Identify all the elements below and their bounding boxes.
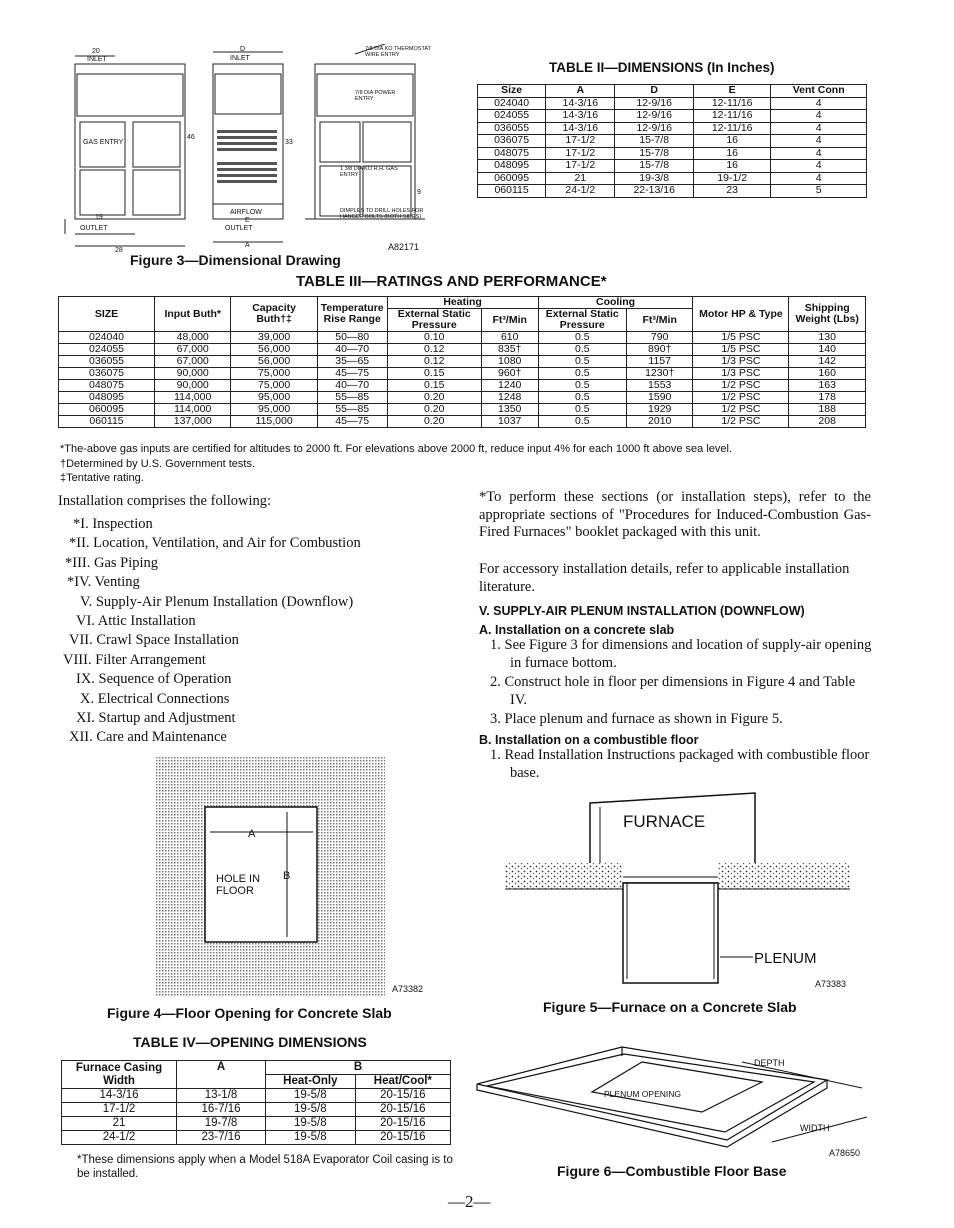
table-cell: 048075 (59, 380, 155, 392)
list-item: V. Supply-Air Plenum Installation (Downflow) (80, 593, 354, 610)
table-cell: 19-5/8 (266, 1117, 356, 1131)
table4-title: TABLE IV—OPENING DIMENSIONS (133, 1034, 367, 1050)
table-cell: 16 (693, 147, 770, 160)
table2 (477, 84, 867, 198)
list-item: 1. See Figure 3 for dimensions and location of supply-air opening in furnace bottom. (490, 637, 872, 671)
table-cell: 22-13/16 (615, 185, 694, 198)
table-cell: 024055 (478, 110, 546, 123)
table-cell: 16 (693, 135, 770, 148)
table-cell: 790 (626, 332, 693, 344)
table-cell: 20-15/16 (355, 1103, 450, 1117)
table-cell: 1080 (481, 356, 538, 368)
fig3-outlet-mid: OUTLET (225, 225, 253, 232)
fig5-furnace-label: FURNACE (623, 812, 706, 831)
table3-h-input: Input Buth* (155, 297, 231, 332)
fig5-plenum-label: PLENUM (754, 950, 817, 967)
table-cell: 55—85 (317, 404, 387, 416)
table-row (59, 416, 866, 428)
table-cell: 0.15 (387, 380, 481, 392)
figure3-drawing (55, 44, 445, 254)
fig3-gas-entry: GAS ENTRY (83, 139, 124, 146)
table-row (478, 160, 867, 173)
list-item: *III. Gas Piping (65, 554, 159, 571)
list-item: XI. Startup and Adjustment (76, 710, 236, 727)
table-cell: 114,000 (155, 404, 231, 416)
table-cell: 16 (693, 160, 770, 173)
list-item: VI. Attic Installation (76, 613, 196, 630)
table-cell: 12-9/16 (615, 110, 694, 123)
table-cell: 036055 (59, 356, 155, 368)
table-cell: 40—70 (317, 380, 387, 392)
fig3-inlet-mid: INLET (230, 55, 250, 62)
table-cell: 1/5 PSC (693, 344, 789, 356)
table-cell: 114,000 (155, 392, 231, 404)
table-cell: 0.20 (387, 404, 481, 416)
table-cell: 23-7/16 (177, 1131, 266, 1145)
list-item: *II. Location, Ventilation, and Air for Combustion (69, 535, 361, 552)
table-cell: 1929 (626, 404, 693, 416)
table-cell: 137,000 (155, 416, 231, 428)
fig4-hole-label: HOLE IN FLOOR (216, 873, 261, 897)
table2-header: Size (478, 85, 546, 98)
table-cell: 75,000 (231, 380, 317, 392)
table-cell: 95,000 (231, 404, 317, 416)
fig6-width: WIDTH (800, 1123, 830, 1133)
table-cell: 2010 (626, 416, 693, 428)
table-cell: 060095 (478, 172, 546, 185)
fig3-caption: Figure 3—Dimensional Drawing (130, 252, 341, 268)
list-item: 1. Read Installation Instructions packaged with combustible floor base. (490, 747, 870, 781)
table-cell: 19-5/8 (266, 1131, 356, 1145)
table3-h-ext-static-cool: External Static Pressure (538, 309, 626, 332)
table-row (59, 392, 866, 404)
table-cell: 16-7/16 (177, 1103, 266, 1117)
table-cell: 15-7/8 (615, 135, 694, 148)
table-cell: 178 (789, 392, 866, 404)
table-cell: 14-3/16 (546, 97, 615, 110)
table-row (59, 368, 866, 380)
fig3-outlet-left: OUTLET (80, 225, 108, 232)
fig5-code: A73383 (815, 979, 847, 989)
fig6-plenum-opening: PLENUM OPENING (604, 1089, 681, 1099)
table-cell: 12-11/16 (693, 110, 770, 123)
table-row (478, 135, 867, 148)
fig3-e: E (245, 217, 250, 224)
table-cell: 036055 (478, 122, 546, 135)
table-cell: 0.5 (538, 344, 626, 356)
page-number: —2— (448, 1192, 491, 1211)
list-item: *IV. Venting (67, 574, 140, 591)
fig3-dimples: DIMPLES TO DRILL HOLES FOR HANGER BOLTS (BOTH SIDES) (340, 208, 424, 220)
fig3-dim-28: 28 (115, 247, 123, 254)
table-cell: 130 (789, 332, 866, 344)
figure6-drawing (472, 1032, 892, 1152)
table-cell: 45—75 (317, 368, 387, 380)
table-cell: 060095 (59, 404, 155, 416)
table-cell: 12-11/16 (693, 97, 770, 110)
table-row (59, 332, 866, 344)
table2-header: Vent Conn (771, 85, 867, 98)
table-cell: 1/5 PSC (693, 332, 789, 344)
table-cell: 1157 (626, 356, 693, 368)
fig3-power: 7/8 DIA POWER ENTRY (355, 90, 396, 102)
table-cell: 12-9/16 (615, 97, 694, 110)
table-cell: 115,000 (231, 416, 317, 428)
table-cell: 67,000 (155, 344, 231, 356)
fig3-code: A82171 (388, 242, 420, 252)
table-cell: 1350 (481, 404, 538, 416)
section-v-heading: V. SUPPLY-AIR PLENUM INSTALLATION (DOWNFLOW) (479, 604, 805, 618)
table3-h-shipping: Shipping Weight (Lbs) (789, 297, 866, 332)
table-cell: 4 (771, 97, 867, 110)
fig3-dim-19: 19 (95, 214, 103, 221)
table-cell: 20-15/16 (355, 1131, 450, 1145)
table-cell: 1/2 PSC (693, 416, 789, 428)
right-p2: For accessory installation details, refer to applicable installation literature. (479, 561, 850, 595)
table3-h-size: SIZE (59, 297, 155, 332)
table-cell: 19-7/8 (177, 1117, 266, 1131)
table-cell: 160 (789, 368, 866, 380)
table3-note: ‡Tentative rating. (60, 472, 144, 484)
fig6-code: A78650 (829, 1148, 861, 1158)
table-cell: 0.20 (387, 392, 481, 404)
table-cell: 56,000 (231, 356, 317, 368)
table-cell: 1248 (481, 392, 538, 404)
table-cell: 24-1/2 (546, 185, 615, 198)
table-cell: 15-7/8 (615, 160, 694, 173)
table-cell: 1037 (481, 416, 538, 428)
table-cell: 1590 (626, 392, 693, 404)
right-p1: *To perform these sections (or installation steps), refer to the appropriate sections of "Procedures for Induced-Combustion Gas-Fired Furnaces" booklet packaged with this unit. (479, 489, 871, 540)
table-row (478, 122, 867, 135)
table-cell: 0.5 (538, 368, 626, 380)
table-cell: 15-7/8 (615, 147, 694, 160)
table-cell: 12-11/16 (693, 122, 770, 135)
table-cell: 4 (771, 172, 867, 185)
figure4-drawing (150, 757, 390, 1000)
fig3-dim-46: 46 (187, 134, 195, 141)
table3-h-cfm-cool: Ft³/Min (626, 309, 693, 332)
table-cell: 0.5 (538, 416, 626, 428)
table-cell: 4 (771, 135, 867, 148)
table-row (478, 97, 867, 110)
table-cell: 1/3 PSC (693, 368, 789, 380)
table-cell: 036075 (59, 368, 155, 380)
list-item: *I. Inspection (73, 516, 153, 532)
table-cell: 060115 (59, 416, 155, 428)
table-row (59, 380, 866, 392)
table-cell: 24-1/2 (62, 1131, 177, 1145)
table-cell: 0.12 (387, 356, 481, 368)
fig3-inlet-left: INLET (87, 56, 107, 63)
table-cell: 0.5 (538, 392, 626, 404)
fig3-gas-ko: 1 3/8 DIA KO R.H. GAS ENTRY (340, 166, 398, 178)
table-row (62, 1131, 451, 1145)
fig3-dim-20: 20 (92, 48, 100, 55)
table-cell: 19-3/8 (615, 172, 694, 185)
table3-note: *The-above gas inputs are certified for altitudes to 2000 ft. For elevations above 2000 ft, reduce input 4% for each 1000 ft above sea level. (60, 443, 733, 455)
install-list (63, 515, 463, 748)
table-row (59, 404, 866, 416)
table-cell: 0.5 (538, 404, 626, 416)
table-cell: 0.5 (538, 380, 626, 392)
table3-h-temp: Temperature Rise Range (317, 297, 387, 332)
section-a-heading: A. Installation on a concrete slab (479, 623, 675, 637)
list-item: XII. Care and Maintenance (69, 729, 227, 746)
table-cell: 17-1/2 (546, 135, 615, 148)
table-cell: 048095 (478, 160, 546, 173)
table-cell: 4 (771, 160, 867, 173)
fig6-depth: DEPTH (754, 1058, 785, 1068)
figure5-drawing (505, 785, 850, 990)
table-cell: 0.20 (387, 416, 481, 428)
table-cell: 4 (771, 122, 867, 135)
table-cell: 50—80 (317, 332, 387, 344)
table4-h-casing: Furnace Casing Width (62, 1061, 177, 1089)
table4 (61, 1060, 451, 1145)
table-cell: 036075 (478, 135, 546, 148)
table-cell: 1/2 PSC (693, 404, 789, 416)
table-cell: 90,000 (155, 368, 231, 380)
fig5-caption: Figure 5—Furnace on a Concrete Slab (543, 999, 797, 1015)
table-cell: 1553 (626, 380, 693, 392)
table4-h-a: A (177, 1061, 266, 1089)
table-cell: 19-1/2 (693, 172, 770, 185)
table-cell: 024055 (59, 344, 155, 356)
table-cell: 142 (789, 356, 866, 368)
table-cell: 21 (62, 1117, 177, 1131)
fig4-code: A73382 (392, 984, 424, 994)
table-cell: 4 (771, 147, 867, 160)
table4-h-heat-cool: Heat/Cool* (355, 1075, 450, 1089)
table-cell: 67,000 (155, 356, 231, 368)
table-cell: 40—70 (317, 344, 387, 356)
table-cell: 0.12 (387, 344, 481, 356)
fig3-a: A (245, 242, 250, 249)
table-cell: 21 (546, 172, 615, 185)
table-cell: 1240 (481, 380, 538, 392)
table-cell: 39,000 (231, 332, 317, 344)
table2-header: D (615, 85, 694, 98)
table-row (478, 110, 867, 123)
table-cell: 17-1/2 (546, 160, 615, 173)
table-row (478, 185, 867, 198)
table-cell: 0.10 (387, 332, 481, 344)
table-cell: 1/3 PSC (693, 356, 789, 368)
table-cell: 12-9/16 (615, 122, 694, 135)
table-row (59, 356, 866, 368)
fig3-dim-9: 9 (417, 189, 421, 196)
table-cell: 060115 (478, 185, 546, 198)
table-cell: 960† (481, 368, 538, 380)
table3-h-capacity: Capacity Buth†‡ (231, 297, 317, 332)
table-cell: 140 (789, 344, 866, 356)
table-cell: 208 (789, 416, 866, 428)
table-cell: 90,000 (155, 380, 231, 392)
table-cell: 19-5/8 (266, 1089, 356, 1103)
table4-h-heat-only: Heat-Only (266, 1075, 356, 1089)
table-cell: 17-1/2 (546, 147, 615, 160)
fig3-airflow: AIRFLOW (230, 209, 262, 216)
fig4-a: A (248, 828, 256, 840)
fig4-b: B (283, 870, 291, 882)
table-cell: 610 (481, 332, 538, 344)
table3-title: TABLE III—RATINGS AND PERFORMANCE* (296, 273, 607, 290)
table3-h-motor: Motor HP & Type (693, 297, 789, 332)
table-cell: 13-1/8 (177, 1089, 266, 1103)
fig4-caption: Figure 4—Floor Opening for Concrete Slab (107, 1005, 392, 1021)
table-cell: 5 (771, 185, 867, 198)
table4-h-b: B (266, 1061, 451, 1075)
table-cell: 163 (789, 380, 866, 392)
table-row (478, 172, 867, 185)
table-cell: 45—75 (317, 416, 387, 428)
table-cell: 20-15/16 (355, 1089, 450, 1103)
table-cell: 048095 (59, 392, 155, 404)
table-cell: 1/2 PSC (693, 380, 789, 392)
table-cell: 56,000 (231, 344, 317, 356)
table-cell: 4 (771, 110, 867, 123)
table-cell: 14-3/16 (62, 1089, 177, 1103)
table3-h-heating: Heating (387, 297, 538, 309)
table-row (62, 1117, 451, 1131)
list-item: 3. Place plenum and furnace as shown in Figure 5. (490, 711, 783, 727)
table2-header: A (546, 85, 615, 98)
fig3-dim-33: 33 (285, 139, 293, 146)
table-cell: 024040 (478, 97, 546, 110)
table-cell: 0.15 (387, 368, 481, 380)
table-row (62, 1103, 451, 1117)
table-cell: 17-1/2 (62, 1103, 177, 1117)
table-cell: 048075 (478, 147, 546, 160)
table-cell: 0.5 (538, 356, 626, 368)
table-cell: 835† (481, 344, 538, 356)
table-cell: 48,000 (155, 332, 231, 344)
table-cell: 95,000 (231, 392, 317, 404)
table2-title: TABLE II—DIMENSIONS (In Inches) (549, 60, 775, 75)
table-row (59, 344, 866, 356)
table4-note: *These dimensions apply when a Model 518A Evaporator Coil casing is to be installed. (77, 1154, 453, 1180)
fig3-d: D (240, 46, 246, 53)
table-cell: 19-5/8 (266, 1103, 356, 1117)
list-item: X. Electrical Connections (80, 690, 230, 707)
table-cell: 75,000 (231, 368, 317, 380)
table-cell: 0.5 (538, 332, 626, 344)
install-intro: Installation comprises the following: (58, 493, 272, 509)
table-cell: 23 (693, 185, 770, 198)
fig3-thermostat: 7/8 DIA KO THERMOSTAT WIRE ENTRY (365, 46, 431, 58)
table-cell: 024040 (59, 332, 155, 344)
table3-h-cooling: Cooling (538, 297, 693, 309)
table-cell: 20-15/16 (355, 1117, 450, 1131)
list-item: 2. Construct hole in floor per dimensions in Figure 4 and Table IV. (490, 674, 856, 708)
fig6-caption: Figure 6—Combustible Floor Base (557, 1163, 787, 1179)
list-item: VIII. Filter Arrangement (63, 651, 206, 668)
table-cell: 1/2 PSC (693, 392, 789, 404)
table-cell: 14-3/16 (546, 122, 615, 135)
table-row (62, 1089, 451, 1103)
table-cell: 890† (626, 344, 693, 356)
table-cell: 14-3/16 (546, 110, 615, 123)
section-b-heading: B. Installation on a combustible floor (479, 733, 699, 747)
table-cell: 188 (789, 404, 866, 416)
table2-header: E (693, 85, 770, 98)
table-cell: 35—65 (317, 356, 387, 368)
list-item: VII. Crawl Space Installation (69, 632, 239, 649)
table3-h-cfm-heat: Ft³/Min (481, 309, 538, 332)
table3-h-ext-static-heat: External Static Pressure (387, 309, 481, 332)
table-cell: 1230† (626, 368, 693, 380)
table3-note: †Determined by U.S. Government tests. (60, 457, 256, 470)
table3 (58, 296, 866, 428)
list-item: IX. Sequence of Operation (76, 671, 232, 688)
table-row (478, 147, 867, 160)
table-cell: 55—85 (317, 392, 387, 404)
